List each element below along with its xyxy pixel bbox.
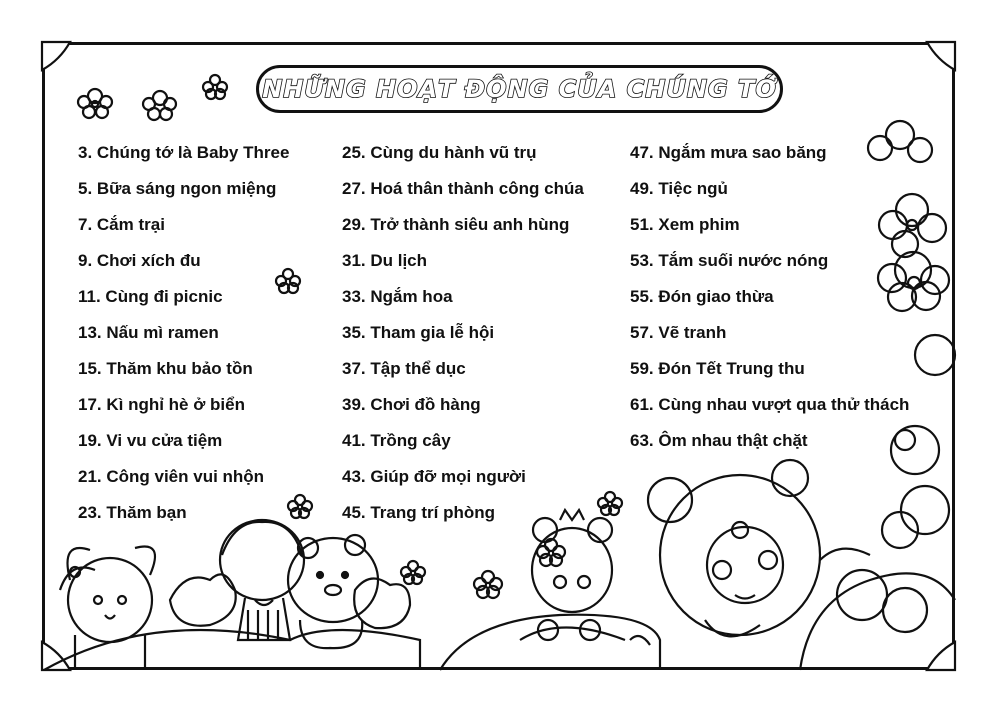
activity-item: 3. Chúng tớ là Baby Three — [78, 143, 290, 162]
flower-icon — [203, 75, 227, 99]
activity-item: 63. Ôm nhau thật chặt — [630, 431, 808, 450]
activity-item: 21. Công viên vui nhộn — [78, 467, 265, 486]
activity-item: 31. Du lịch — [342, 251, 428, 270]
flower-icon — [78, 89, 112, 118]
corner-top-right — [927, 42, 955, 70]
activity-item: 9. Chơi xích đu — [78, 251, 201, 270]
activity-item: 25. Cùng du hành vũ trụ — [342, 143, 537, 162]
bush — [60, 568, 95, 591]
activity-item: 43. Giúp đỡ mọi người — [342, 467, 526, 486]
page-title: NHỮNG HOẠT ĐỘNG CỦA CHÚNG TỚ — [262, 75, 777, 103]
boy-character — [220, 520, 304, 640]
corner-top-left — [42, 42, 70, 70]
activity-list-column-1 — [78, 140, 289, 536]
activity-item: 33. Ngắm hoa — [342, 287, 453, 306]
activity-item: 11. Cùng đi picnic — [78, 287, 223, 306]
flower-icon — [288, 495, 312, 518]
activity-item: 29. Trở thành siêu anh hùng — [342, 215, 570, 234]
flower-icon — [474, 571, 502, 598]
corner-bottom-right — [927, 642, 955, 670]
activity-item: 19. Vi vu cửa tiệm — [78, 431, 223, 450]
sheep-character — [648, 460, 820, 636]
activity-item: 7. Cắm trại — [78, 215, 165, 234]
flower-icon — [143, 91, 176, 120]
corner-bottom-left — [42, 642, 70, 670]
activity-item: 47. Ngắm mưa sao băng — [630, 143, 827, 162]
activity-item: 53. Tắm suối nước nóng — [630, 251, 829, 270]
flower-icon — [401, 561, 425, 584]
activity-item: 13. Nấu mì ramen — [78, 323, 219, 342]
title-banner — [256, 65, 783, 113]
activity-item: 45. Trang trí phòng — [342, 503, 496, 522]
hill-left — [44, 630, 420, 670]
activity-list-column-2 — [342, 140, 584, 536]
flower-icon — [598, 492, 622, 515]
activity-list-column-3 — [630, 140, 909, 464]
activity-item: 17. Kì nghỉ hè ở biển — [78, 395, 245, 414]
activity-item: 55. Đón giao thừa — [630, 287, 774, 306]
activity-item: 5. Bữa sáng ngon miệng — [78, 179, 277, 198]
activity-item: 35. Tham gia lễ hội — [342, 323, 495, 342]
activity-item: 59. Đón Tết Trung thu — [630, 359, 805, 378]
activity-item: 49. Tiệc ngủ — [630, 179, 728, 198]
foliage — [630, 549, 955, 670]
activity-item: 23. Thăm bạn — [78, 503, 187, 522]
activity-item: 41. Trồng cây — [342, 431, 451, 450]
activity-item: 39. Chơi đồ hàng — [342, 395, 481, 414]
hill-middle — [440, 615, 660, 670]
activity-item: 15. Thăm khu bảo tồn — [78, 359, 253, 378]
activity-item: 61. Cùng nhau vượt qua thử thách — [630, 395, 910, 414]
activity-item: 37. Tập thể dục — [342, 359, 466, 378]
activity-item: 57. Vẽ tranh — [630, 323, 727, 342]
activity-item: 51. Xem phim — [630, 215, 740, 234]
activity-item: 27. Hoá thân thành công chúa — [342, 179, 584, 198]
